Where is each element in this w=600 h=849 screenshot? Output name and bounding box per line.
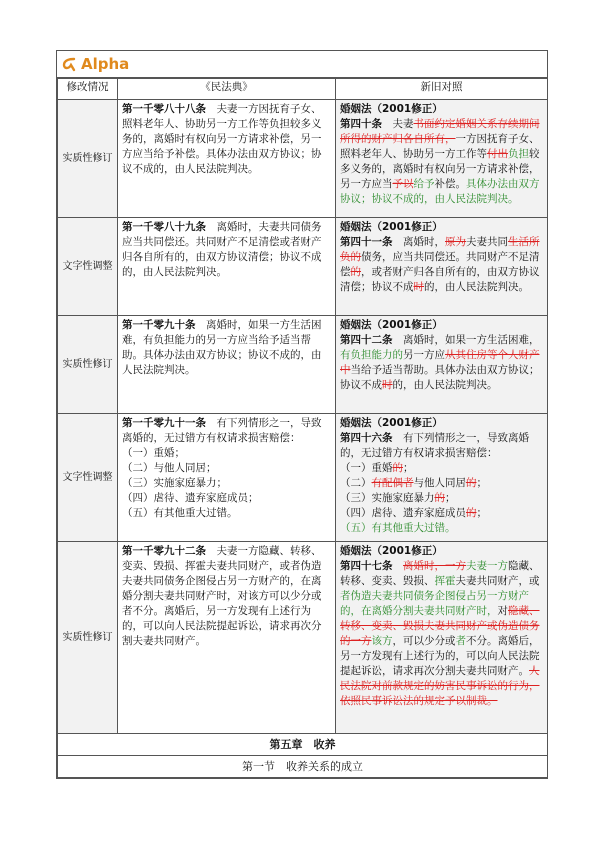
old-law-title: 婚姻法（2001修正） <box>340 545 443 557</box>
new-article-text: 夫妻一方因抚育子女、照料老年人、协助另一方工作等负担较多义务的，离婚时有权向另一方请求补偿，另一方应当给予补偿。具体办法由双方协议；协议不成的，由人民法院判决。 <box>122 103 322 175</box>
old-law-comparison <box>336 100 548 218</box>
comparison-row <box>58 414 548 542</box>
new-article-text: 有下列情形之一，导致离婚的，无过错方有权请求损害赔偿： <box>122 417 322 444</box>
old-law-title: 婚姻法（2001修正） <box>340 103 443 115</box>
unchanged-text: 有下列情形之一，导致离婚的，无过错方有权请求损害赔偿： <box>340 432 529 459</box>
old-list-item <box>340 491 543 506</box>
old-article-number: 第四十六条 <box>340 432 393 444</box>
added-text: 负担 <box>508 148 529 160</box>
brand-bar <box>57 51 547 78</box>
unchanged-text: 与他人同居 <box>413 477 466 489</box>
old-article-number: 第四十一条 <box>340 236 393 248</box>
comparison-row <box>58 100 548 218</box>
old-law-comparison <box>336 542 548 734</box>
unchanged-text: 夫妻共同 <box>466 236 508 248</box>
unchanged-text: 当给予适当帮助。具体办法由双方协议；协议不成 <box>340 364 540 391</box>
chapter-heading: 第五章 收养 <box>58 734 548 756</box>
old-law-body <box>340 432 529 459</box>
deleted-text: 的 <box>466 507 477 519</box>
unchanged-text: 的，由人民法院判决。 <box>392 379 498 391</box>
old-law-title: 婚姻法（2001修正） <box>340 221 443 233</box>
new-list-item: （五）有其他重大过错。 <box>122 507 238 519</box>
header-type: 修改情况 <box>58 79 118 100</box>
deleted-text: 原为 <box>445 236 466 248</box>
new-list-item: （一）重婚； <box>122 447 185 459</box>
unchanged-text: ，可以少分或 <box>392 635 456 647</box>
section-heading: 第一节 收养关系的成立 <box>58 756 548 778</box>
old-law-body <box>340 118 540 205</box>
old-law-body <box>340 334 540 391</box>
revision-type: 实质性修订 <box>58 542 118 734</box>
unchanged-text: 的，由人民法院判决。 <box>424 281 529 293</box>
revision-type: 实质性修订 <box>58 100 118 218</box>
unchanged-text: 离婚时，如果一方生活困难， <box>392 334 540 346</box>
unchanged-text: （二） <box>340 477 372 489</box>
header-row <box>58 79 548 100</box>
comparison-table <box>57 78 548 778</box>
added-text: 有负担能力的 <box>340 349 403 361</box>
civil-code-article <box>118 100 336 218</box>
unchanged-text: ； <box>445 492 456 504</box>
old-law-body <box>340 560 540 707</box>
deleted-text: 的 <box>350 266 361 278</box>
new-article-number: 第一千零九十条 <box>122 319 196 331</box>
added-text: 给予 <box>413 178 435 190</box>
unchanged-text: 补偿。 <box>434 178 466 190</box>
added-text: 夫妻一方 <box>466 560 508 572</box>
old-law-title: 婚姻法（2001修正） <box>340 417 443 429</box>
unchanged-text: 较多义务的，离婚时有权向另一方请求补偿，另一方应当 <box>340 148 540 190</box>
deleted-text: 隐藏、转移、变卖、毁损夫妻共同财产或伪造债务的一方 <box>340 605 540 647</box>
deleted-text: 离婚时， <box>403 560 445 572</box>
new-list-item: （二）与他人同居； <box>122 462 217 474</box>
new-article-text: 离婚时，夫妻共同债务应当共同偿还。共同财产不足清偿或者财产归各自所有的，由双方协议清偿；协议不成的，由人民法院判决。 <box>122 221 322 278</box>
old-article-number: 第四十七条 <box>340 560 393 572</box>
old-law-comparison <box>336 218 548 316</box>
new-article-number: 第一千零九十二条 <box>122 545 206 557</box>
unchanged-text: 夫妻共同财产，或 <box>455 575 540 587</box>
comparison-row <box>58 542 548 734</box>
added-text: 者伪造夫妻共同债务企图侵占另一方财产的，在离婚分割夫妻共同财产时， <box>340 590 529 617</box>
unchanged-text: 一方因抚育子女、照料老年人、协助另一方工作等 <box>340 133 540 160</box>
deleted-text: 时 <box>382 379 393 391</box>
old-law-title: 婚姻法（2001修正） <box>340 319 443 331</box>
unchanged-text: 不分。离婚后，另一方发现有上述行为的，可以向人民法院提起诉讼，请求再次分割夫妻共同财产。 <box>340 635 540 677</box>
old-list-item <box>340 521 543 536</box>
added-text: （五）有其他重大过错。 <box>340 522 456 534</box>
unchanged-text: ； <box>476 477 487 489</box>
old-list-item <box>340 461 543 476</box>
deleted-text: 付出 <box>487 148 508 160</box>
unchanged-text: 对 <box>497 605 508 617</box>
old-law-body <box>340 236 540 293</box>
header-code: 《民法典》 <box>118 79 336 100</box>
deleted-text: 的 <box>466 477 477 489</box>
civil-code-article <box>118 218 336 316</box>
new-article-number: 第一千零八十八条 <box>122 103 206 115</box>
old-law-comparison <box>336 414 548 542</box>
old-law-comparison <box>336 316 548 414</box>
new-article-number: 第一千零九十一条 <box>122 417 206 429</box>
unchanged-text: 债务，应当共同偿还。共同财产不足清偿 <box>340 251 540 278</box>
added-text: 该方 <box>371 635 393 647</box>
unchanged-text: 离婚时， <box>392 236 445 248</box>
unchanged-text <box>393 560 404 572</box>
revision-type: 实质性修订 <box>58 316 118 414</box>
new-list-item: （四）虐待、遗弃家庭成员； <box>122 492 259 504</box>
old-article-number: 第四十二条 <box>340 334 393 346</box>
document-frame <box>56 50 548 779</box>
deleted-text: 有配偶者 <box>371 477 414 489</box>
unchanged-text: 另一方应 <box>403 349 445 361</box>
deleted-text: 予以 <box>392 178 414 190</box>
unchanged-text: ，或者财产归各自所有的，由双方协议清偿；协议不成 <box>340 266 540 293</box>
unchanged-text: 夫妻 <box>382 118 414 130</box>
deleted-text: 从其住房等个人财产中 <box>340 349 540 376</box>
deleted-text: 人民法院对前款规定的妨害民事诉讼的行为，依照民事诉讼法的规定予以制裁。 <box>340 665 540 707</box>
deleted-text: 时 <box>413 281 424 293</box>
revision-type: 文字性调整 <box>58 218 118 316</box>
civil-code-article <box>118 414 336 542</box>
new-list-item: （三）实施家庭暴力； <box>122 477 227 489</box>
deleted-text: 的 <box>434 492 445 504</box>
added-text: 挥霍 <box>434 575 456 587</box>
unchanged-text: ； <box>476 507 487 519</box>
old-list-item <box>340 506 543 521</box>
deleted-text: 一方 <box>445 560 466 572</box>
revision-type: 文字性调整 <box>58 414 118 542</box>
comparison-row <box>58 218 548 316</box>
deleted-text: 书面约定婚姻关系存续期间所得的财产归各自所有， <box>340 118 540 145</box>
unchanged-text: （一）重婚 <box>340 462 393 474</box>
added-text: 具体办法由双方协议；协议不成的，由人民法院判决。 <box>340 178 540 205</box>
alpha-logo-icon <box>61 56 77 72</box>
new-article-text: 离婚时，如果一方生活困难，有负担能力的另一方应当给予适当帮助。具体办法由双方协议；协议不成的，由人民法院判决。 <box>122 319 322 376</box>
unchanged-text: ； <box>403 462 414 474</box>
new-article-number: 第一千零八十九条 <box>122 221 206 233</box>
unchanged-text: （四）虐待、遗弃家庭成员 <box>340 507 466 519</box>
civil-code-article <box>118 542 336 734</box>
civil-code-article <box>118 316 336 414</box>
deleted-text: 的 <box>392 462 403 474</box>
unchanged-text: （三）实施家庭暴力 <box>340 492 435 504</box>
deleted-text: 生活所负的 <box>340 236 540 263</box>
header-compare: 新旧对照 <box>336 79 548 100</box>
unchanged-text: 隐藏、转移、变卖、毁损、 <box>340 560 540 587</box>
brand-name: Alpha <box>81 55 130 73</box>
added-text: 者 <box>455 635 466 647</box>
old-list-item <box>340 476 543 491</box>
comparison-row <box>58 316 548 414</box>
old-article-number: 第四十条 <box>340 118 382 130</box>
new-article-text: 夫妻一方隐藏、转移、变卖、毁损、挥霍夫妻共同财产，或者伪造夫妻共同债务企图侵占另一方财产的，在离婚分割夫妻共同财产时，对该方可以少分或者不分。离婚后，另一方发现有上述行为的，可以向人民法院提起诉讼，请求再次分割夫妻共同财产。 <box>122 545 322 647</box>
